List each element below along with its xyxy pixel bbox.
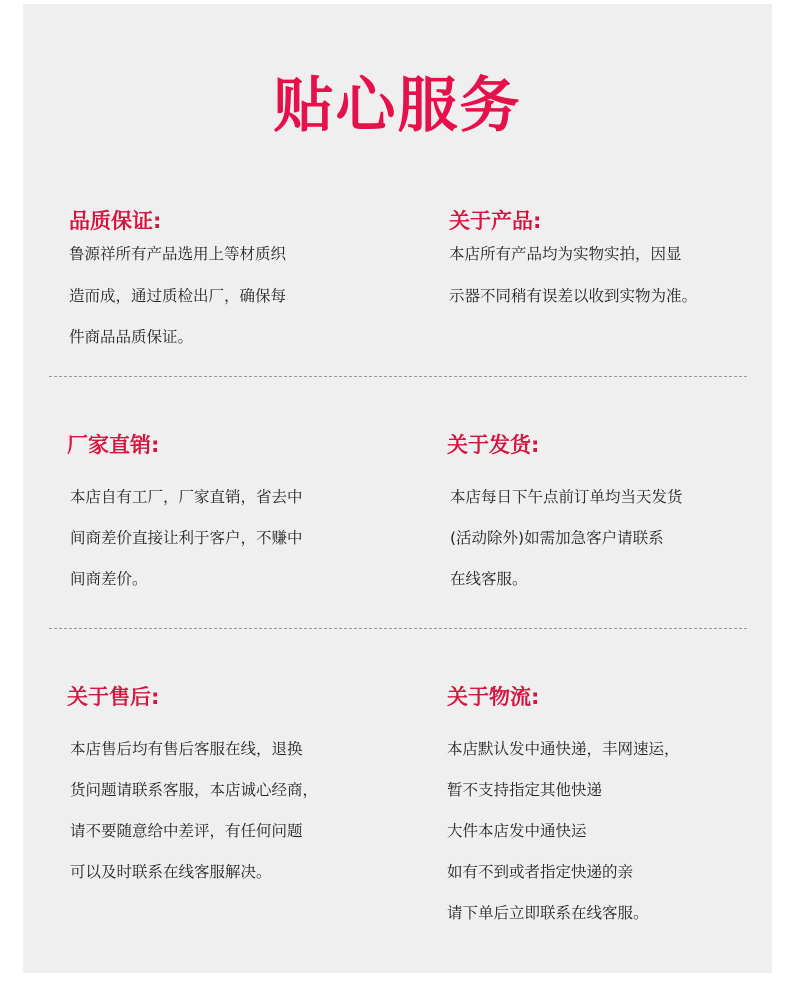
section-text-line: 本店每日下午点前订单均当天发货 (450, 488, 683, 506)
page-title: 贴心服务 (273, 71, 522, 141)
section-text-line: 造而成，通过质检出厂，确保每 (69, 287, 287, 305)
section-text-line: 可以及时联系在线客服解决。 (70, 863, 272, 881)
section-text-line: 示器不同稍有误差以收到实物为准。 (449, 287, 698, 305)
section-factory (67, 432, 387, 592)
section-text-line: 本店所有产品均为实物实拍，因显 (449, 245, 682, 263)
section-aftersale (67, 684, 387, 884)
section-text-line: 间商差价直接让利于客户，不赚中 (70, 529, 303, 547)
section-text-line: 件商品品质保证。 (69, 328, 194, 346)
section-heading-shipping: 关于发货: (447, 433, 540, 457)
section-text-line: 本店自有工厂，厂家直销，省去中 (70, 488, 303, 506)
section-text-line: 本店售后均有售后客服在线，退换 (70, 740, 303, 758)
section-heading-factory: 厂家直销: (67, 433, 160, 457)
section-heading-logistics: 关于物流: (447, 685, 540, 709)
section-heading-product: 关于产品: (449, 209, 542, 233)
section-text-line: 本店默认发中通快递，丰网速运， (447, 740, 680, 758)
section-text-line: 在线客服。 (450, 570, 528, 588)
section-logistics (447, 684, 757, 934)
section-text-line: 请下单后立即联系在线客服。 (447, 904, 649, 922)
section-text-line: 鲁源祥所有产品选用上等材质织 (69, 245, 287, 263)
section-text-line: 间商差价。 (70, 570, 148, 588)
section-product (449, 208, 759, 318)
section-text-line: 如有不到或者指定快递的亲 (447, 863, 634, 881)
section-heading-quality: 品质保证: (69, 209, 162, 233)
dashed-divider (49, 628, 747, 629)
section-text-line: 暂不支持指定其他快递 (447, 781, 603, 799)
section-shipping (447, 432, 757, 592)
section-text-line: 货问题请联系客服，本店诚心经商， (70, 781, 319, 799)
section-text-line: (活动除外)如需加急客户请联系 (450, 529, 664, 547)
section-quality (69, 208, 389, 358)
service-panel (23, 4, 772, 973)
section-text-line: 大件本店发中通快运 (447, 822, 587, 840)
section-heading-aftersale: 关于售后: (67, 685, 160, 709)
section-text-line: 请不要随意给中差评，有任何问题 (70, 822, 303, 840)
dashed-divider (49, 376, 747, 377)
